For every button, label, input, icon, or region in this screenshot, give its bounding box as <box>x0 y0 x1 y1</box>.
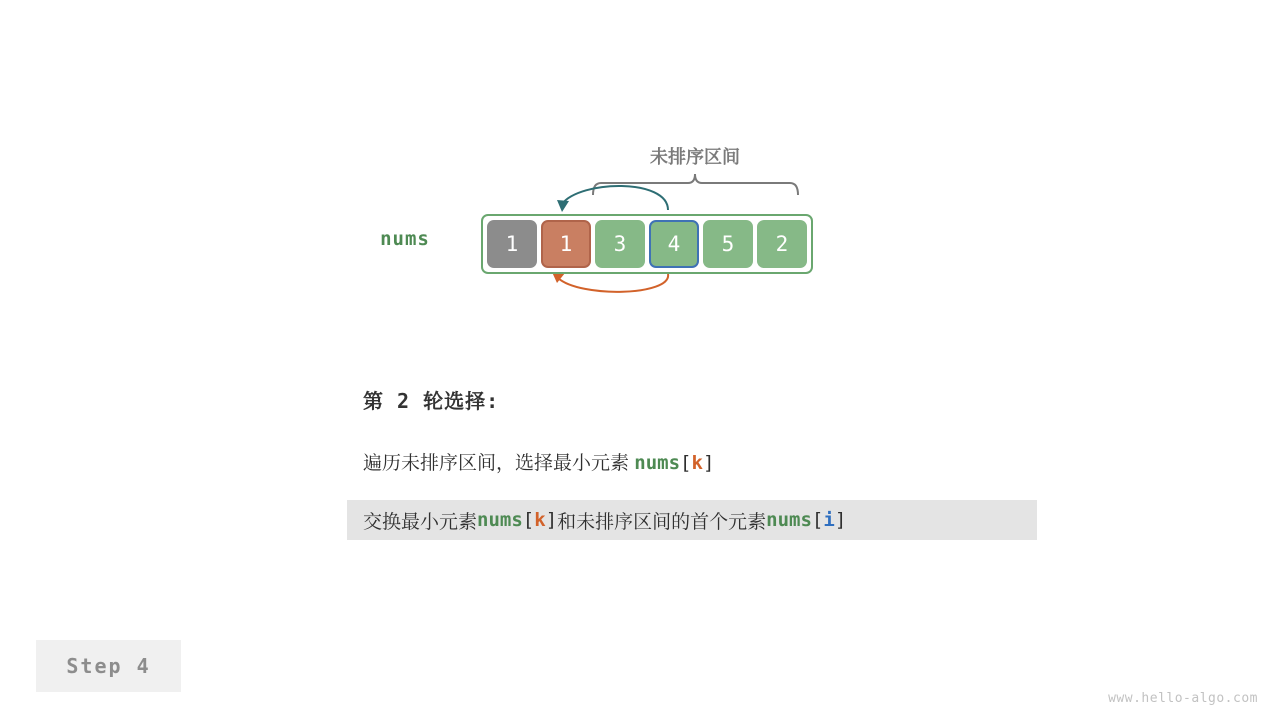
watermark: www.hello-algo.com <box>1108 691 1258 706</box>
array-cell: 3 <box>595 220 645 268</box>
code-bracket-open: [ <box>522 509 535 531</box>
code-nums: nums <box>766 509 812 531</box>
code-nums: nums <box>634 452 681 474</box>
code-nums: nums <box>477 509 523 531</box>
code-bracket-close: ] <box>545 509 558 531</box>
step-description-traverse <box>363 448 714 475</box>
array-cell: 4 <box>649 220 699 268</box>
array-cell: 5 <box>703 220 753 268</box>
unsorted-brace <box>593 174 798 195</box>
array-diagram <box>0 0 1280 340</box>
code-bracket-close: ] <box>834 509 847 531</box>
array-cell: 1 <box>487 220 537 268</box>
traverse-text: 遍历未排序区间，选择最小元素 <box>363 453 635 474</box>
code-index-k: k <box>691 452 703 474</box>
nums-variable-label: nums <box>380 228 430 250</box>
step-description-swap <box>347 500 1037 540</box>
step-badge: Step 4 <box>36 640 181 692</box>
code-index-i: i <box>823 509 835 531</box>
code-index-k: k <box>534 509 546 531</box>
select-arrow-head <box>557 200 569 212</box>
unsorted-region-label: 未排序区间 <box>650 147 740 167</box>
swap-text-prefix: 交换最小元素 <box>363 511 478 533</box>
select-arrow-line <box>562 186 668 210</box>
array-cell: 1 <box>541 220 591 268</box>
swap-text-middle: 和未排序区间的首个元素 <box>557 511 767 533</box>
code-bracket-close: ] <box>702 452 715 474</box>
code-bracket-open: [ <box>680 452 692 474</box>
round-title: 第 2 轮选择: <box>363 389 500 413</box>
code-bracket-open: [ <box>811 509 824 531</box>
array-container <box>481 214 813 274</box>
swap-arrow-line <box>558 274 668 292</box>
diagram-annotations <box>0 0 1280 340</box>
array-cell: 2 <box>757 220 807 268</box>
